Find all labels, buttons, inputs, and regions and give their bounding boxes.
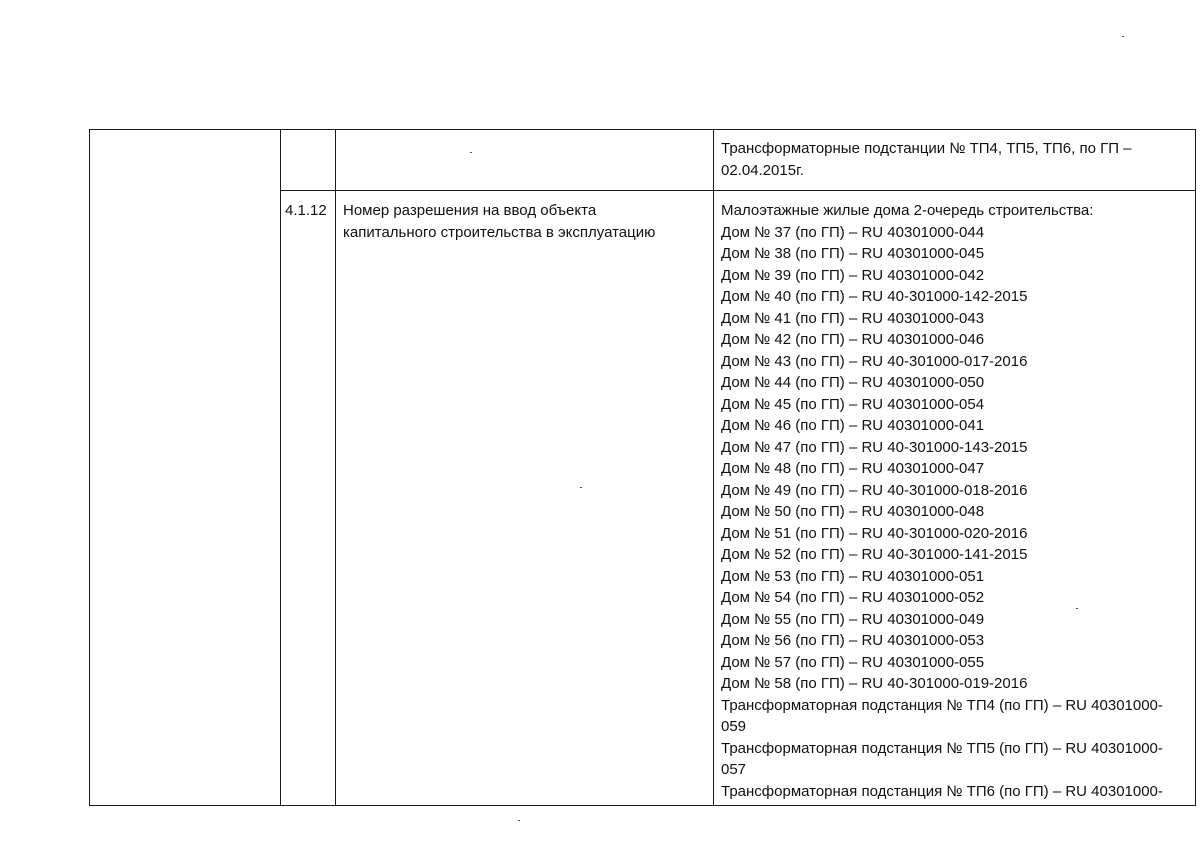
row2-label <box>343 200 655 243</box>
permit-list-line: Дом № 52 (по ГП) – RU 40-301000-141-2015 <box>721 546 1028 563</box>
row-divider <box>280 190 1195 191</box>
permit-list-line: Дом № 56 (по ГП) – RU 40301000-053 <box>721 632 985 649</box>
permit-list-line: Дом № 46 (по ГП) – RU 40301000-041 <box>721 417 985 434</box>
column-divider <box>280 130 281 805</box>
permit-list-line: Малоэтажные жилые дома 2-очередь строительства: <box>721 202 1094 219</box>
scan-speck <box>1122 36 1124 37</box>
permit-list-line: 057 <box>721 761 747 778</box>
permit-list-line: Дом № 44 (по ГП) – RU 40301000-050 <box>721 374 985 391</box>
permit-list-line: Дом № 43 (по ГП) – RU 40-301000-017-2016 <box>721 352 1028 370</box>
column-divider <box>335 130 336 805</box>
row1-description-line: 02.04.2015г. <box>721 161 804 179</box>
document-table <box>89 129 1196 806</box>
permit-list-line: Дом № 47 (по ГП) – RU 40-301000-143-2015 <box>721 438 1028 456</box>
row2-number: 4.1.12 <box>285 202 327 219</box>
permit-list-line: Дом № 41 (по ГП) – RU 40301000-043 <box>721 309 985 327</box>
row2-label-line: Номер разрешения на ввод объекта <box>343 202 597 219</box>
row2-permit-list <box>721 200 1163 802</box>
permit-list-line: 059 <box>721 718 747 735</box>
permit-list-line: Дом № 48 (по ГП) – RU 40301000-047 <box>721 460 985 477</box>
permit-list-line: Дом № 55 (по ГП) – RU 40301000-049 <box>721 610 985 628</box>
row1-description <box>721 138 1132 181</box>
permit-list-line: Трансформаторная подстанция № ТП6 (по ГП) – RU 40301000- <box>721 782 1163 800</box>
permit-list-line: Дом № 39 (по ГП) – RU 40301000-042 <box>721 266 985 284</box>
row1-description-line: Трансформаторные подстанции № ТП4, ТП5, ТП6, по ГП – <box>721 140 1132 157</box>
permit-list-line: Дом № 45 (по ГП) – RU 40301000-054 <box>721 395 985 413</box>
permit-list-line: Дом № 57 (по ГП) – RU 40301000-055 <box>721 653 985 671</box>
permit-list-line: Трансформаторная подстанция № ТП4 (по ГП) – RU 40301000- <box>721 696 1163 714</box>
column-divider <box>713 130 714 805</box>
row2-label-line: капитального строительства в эксплуатацию <box>343 223 656 241</box>
permit-list-line: Дом № 58 (по ГП) – RU 40-301000-019-2016 <box>721 675 1028 692</box>
permit-list-line: Дом № 54 (по ГП) – RU 40301000-052 <box>721 589 985 606</box>
permit-list-line: Трансформаторная подстанция № ТП5 (по ГП) – RU 40301000- <box>721 739 1163 757</box>
permit-list-line: Дом № 53 (по ГП) – RU 40301000-051 <box>721 567 985 585</box>
permit-list-line: Дом № 49 (по ГП) – RU 40-301000-018-2016 <box>721 481 1028 499</box>
permit-list-line: Дом № 50 (по ГП) – RU 40301000-048 <box>721 503 985 520</box>
permit-list-line: Дом № 37 (по ГП) – RU 40301000-044 <box>721 223 985 241</box>
permit-list-line: Дом № 38 (по ГП) – RU 40301000-045 <box>721 245 985 262</box>
permit-list-line: Дом № 51 (по ГП) – RU 40-301000-020-2016 <box>721 524 1028 542</box>
scan-speck <box>518 820 520 821</box>
permit-list-line: Дом № 40 (по ГП) – RU 40-301000-142-2015 <box>721 288 1028 305</box>
permit-list-line: Дом № 42 (по ГП) – RU 40301000-046 <box>721 331 985 348</box>
